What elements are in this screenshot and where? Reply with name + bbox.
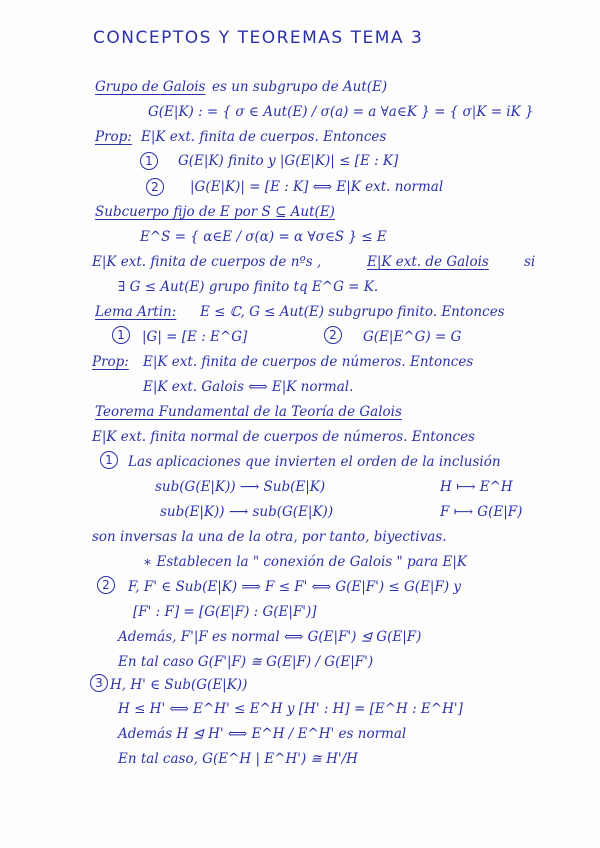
note-line: E^S = { α∈E / σ(α) = α ∀σ∈S } ≤ E — [140, 229, 387, 245]
note-line: En tal caso G(F'|F) ≅ G(E|F) / G(E|F') — [118, 654, 374, 670]
note-line: E|K ext. finita de cuerpos. Entonces — [141, 129, 387, 145]
note-line: G(E|K) : = { σ ∈ Aut(E) / σ(a) = a ∀a∈K } = { σ|K = iK } — [148, 104, 534, 120]
note-line: G(E|K) finito y |G(E|K)| ≤ [E : K] — [178, 153, 399, 169]
note-line: F, F' ∈ Sub(E|K) ⟹ F ≤ F' ⟺ G(E|F') ≤ G(E|F) y — [128, 579, 462, 595]
note-line: E|K ext. finita normal de cuerpos de números. Entonces — [92, 429, 475, 445]
note-line: F ⟼ G(E|F) — [440, 504, 523, 520]
circled-number: 2 — [324, 326, 342, 344]
note-line: son inversas la una de la otra, por tanto, biyectivas. — [92, 529, 447, 545]
note-line: En tal caso, G(E^H | E^H') ≅ H'/H — [118, 751, 358, 767]
note-line: sub(E|K)) ⟶ sub(G(E|K)) — [160, 504, 334, 520]
page-title: CONCEPTOS Y TEOREMAS TEMA 3 — [93, 28, 424, 48]
note-line: H ≤ H' ⟺ E^H' ≤ E^H y [H' : H] = [E^H : E^H'] — [118, 701, 463, 717]
note-line: ∗ Establecen la " conexión de Galois " para E|K — [143, 554, 467, 570]
note-line: H, H' ∈ Sub(G(E|K)) — [110, 677, 248, 693]
underlined-heading: Prop: — [95, 129, 132, 145]
note-line: E|K ext. Galois ⟺ E|K normal. — [143, 379, 354, 395]
note-line: Además H ⊴ H' ⟺ E^H / E^H' es normal — [118, 726, 407, 742]
note-line: H ⟼ E^H — [440, 479, 513, 495]
note-line: Además, F'|F es normal ⟺ G(E|F') ⊴ G(E|F) — [118, 629, 422, 645]
note-line: Las aplicaciones que invierten el orden de la inclusión — [128, 454, 501, 470]
note-line: ∃ G ≤ Aut(E) grupo finito tq E^G = K. — [118, 279, 379, 295]
circled-number: 3 — [90, 674, 108, 692]
note-line: |G| = [E : E^G] — [142, 329, 248, 345]
note-line: G(E|E^G) = G — [363, 329, 462, 345]
underlined-heading: Lema Artin: — [95, 304, 177, 320]
circled-number: 2 — [97, 576, 115, 594]
underlined-heading: E|K ext. de Galois — [367, 254, 489, 270]
note-line: |G(E|K)| = [E : K] ⟺ E|K ext. normal — [190, 179, 444, 195]
underlined-heading: Teorema Fundamental de la Teoría de Galois — [95, 404, 402, 420]
underlined-heading: Prop: — [92, 354, 129, 370]
circled-number: 1 — [100, 451, 118, 469]
note-line: [F' : F] = [G(E|F) : G(E|F')] — [133, 604, 317, 620]
note-line: si — [524, 254, 536, 270]
circled-number: 1 — [112, 326, 130, 344]
note-line: sub(G(E|K)) ⟶ Sub(E|K) — [155, 479, 326, 495]
underlined-heading: Grupo de Galois — [95, 79, 206, 95]
note-line: E ≤ ℂ, G ≤ Aut(E) subgrupo finito. Entonces — [200, 304, 505, 320]
note-line: E|K ext. finita de cuerpos de números. Entonces — [143, 354, 474, 370]
circled-number: 1 — [140, 152, 158, 170]
underlined-heading: Subcuerpo fijo de E por S ⊆ Aut(E) — [95, 204, 335, 220]
circled-number: 2 — [146, 178, 164, 196]
note-line: es un subgrupo de Aut(E) — [212, 79, 388, 95]
note-line: E|K ext. finita de cuerpos de nºs , — [92, 254, 322, 270]
